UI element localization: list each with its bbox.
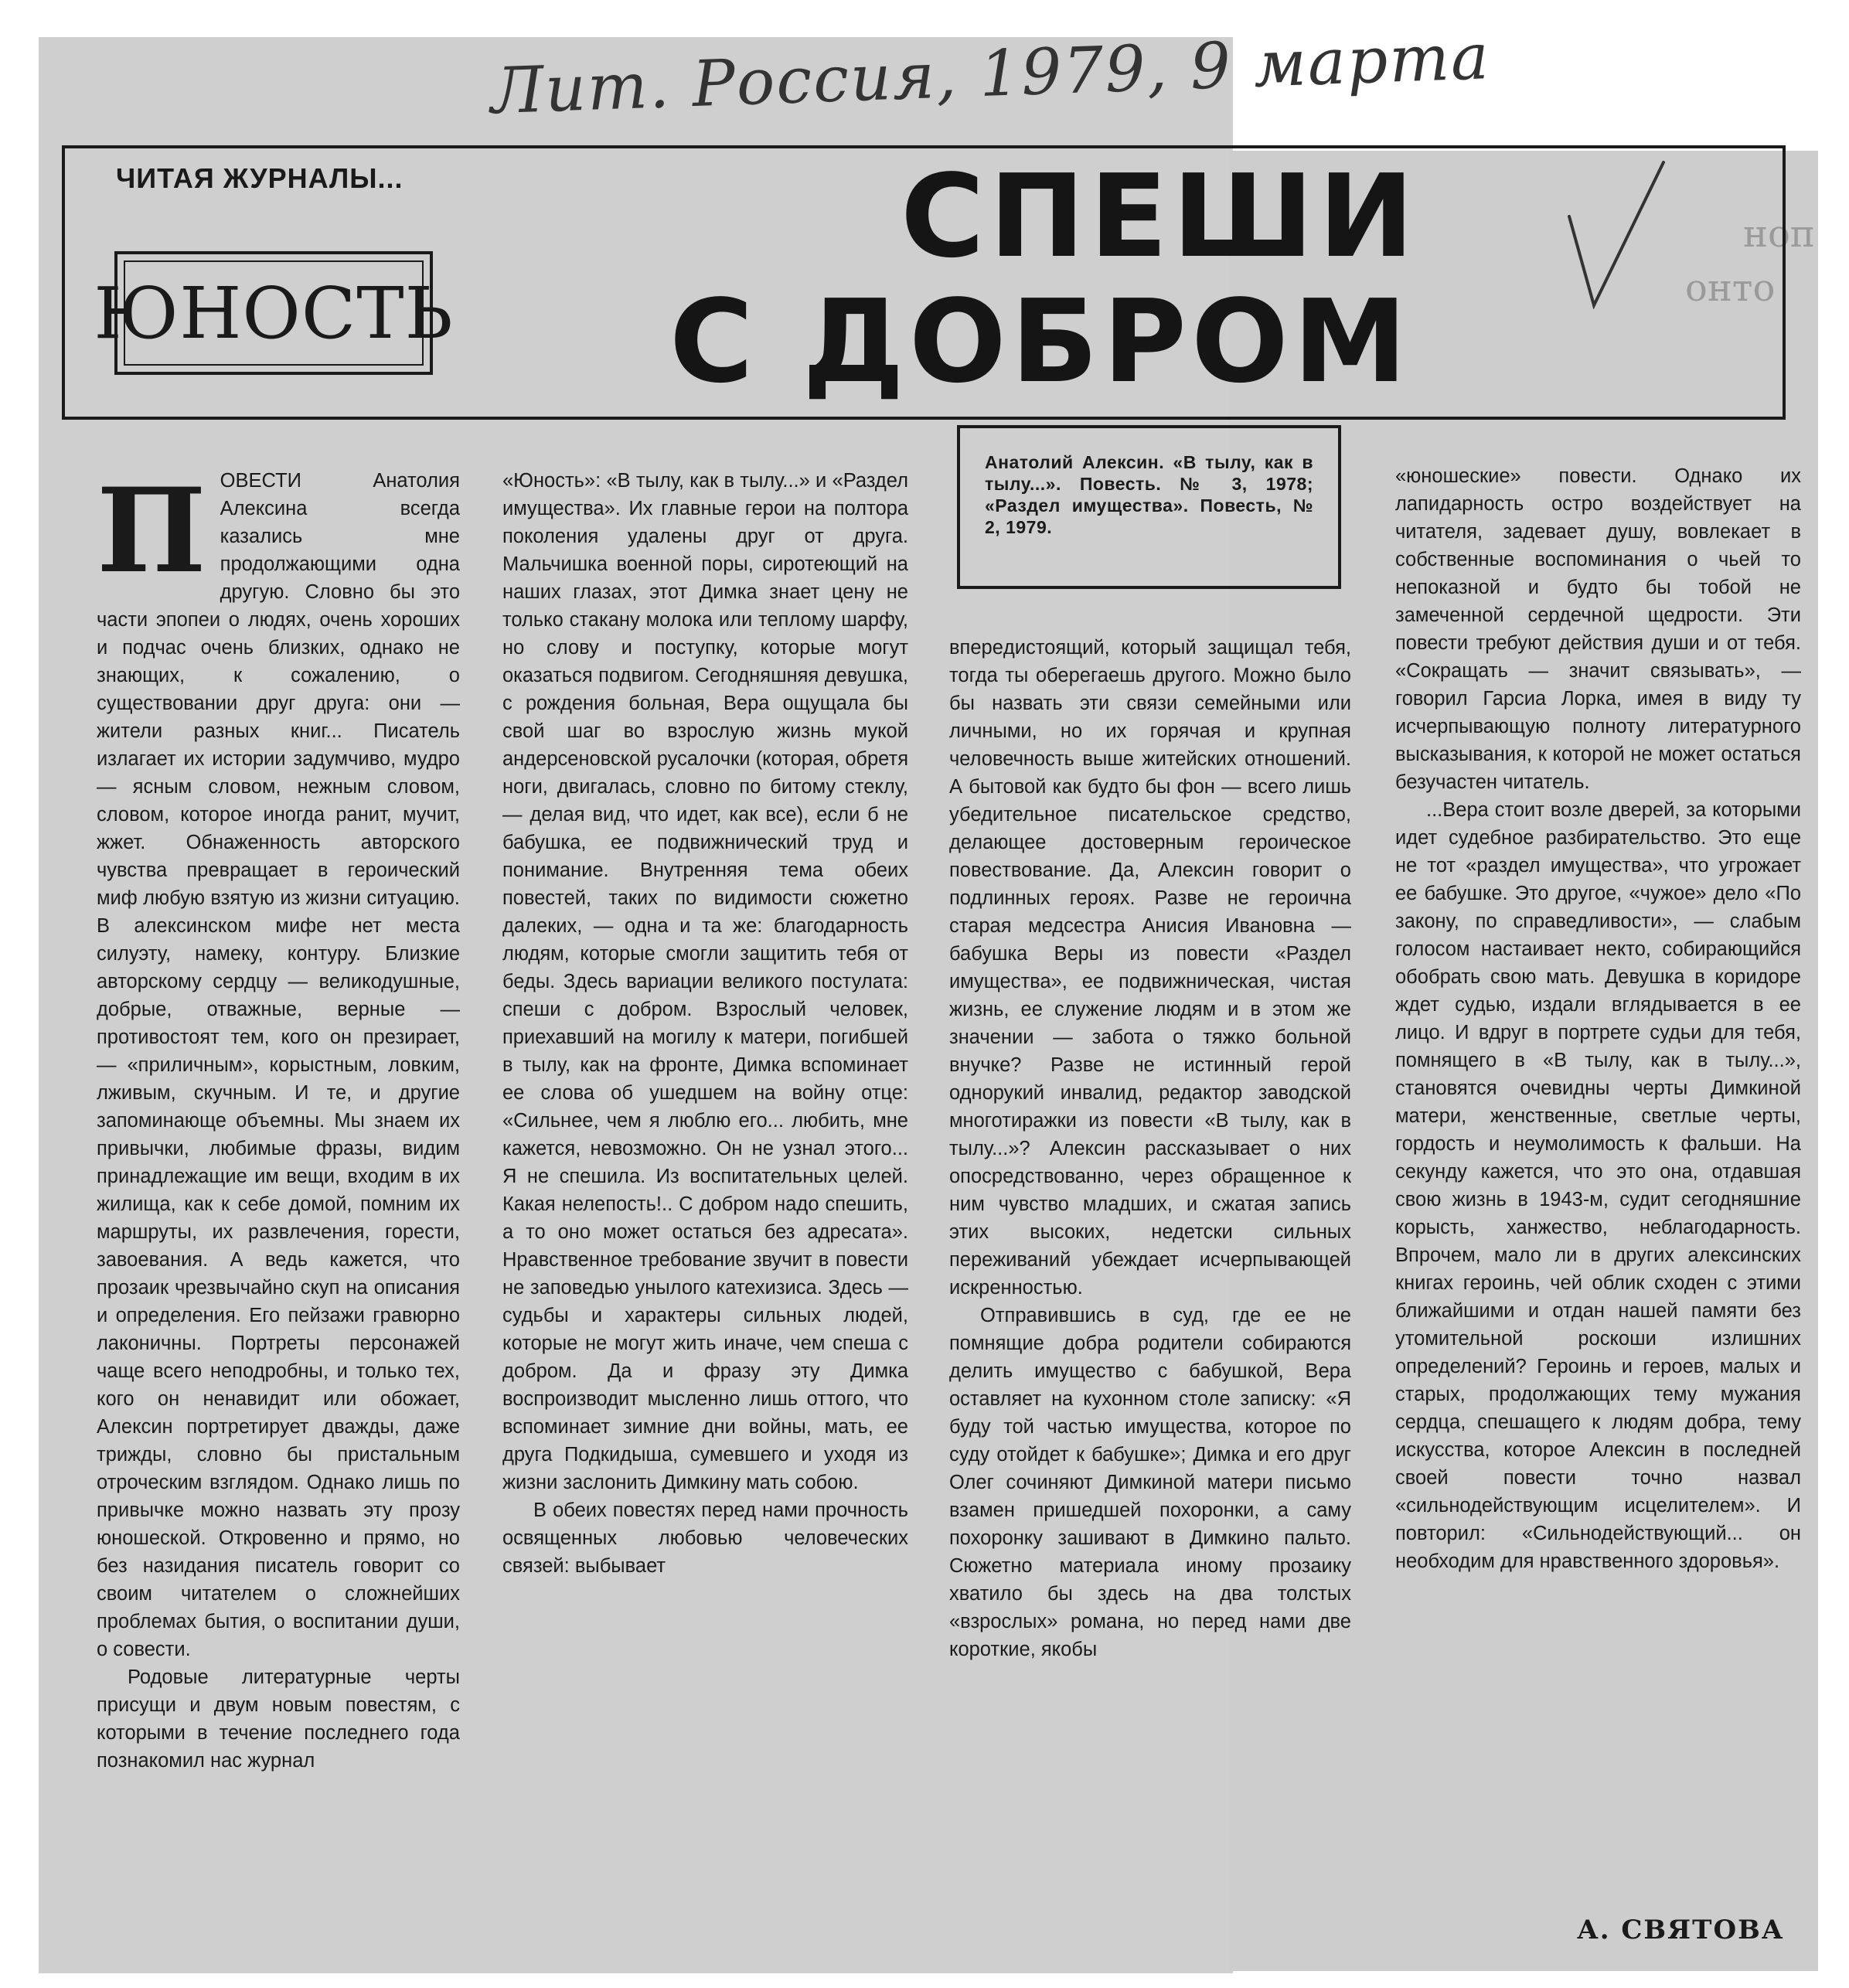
headline-line-2: С ДОБРОМ <box>669 275 1412 408</box>
reference-text: Анатолий Алексин. «В тылу, как в тылу...». Повесть. № 3, 1978; «Раздел имущества». Повесть, № 2, 1979. <box>985 452 1313 537</box>
paragraph: «юношеские» повести. Однако их лапидарность остро воздействует на читателя, задевает душу, вовлекает в собственные воспоминания о чьей то непоказной и будто бы тобой не замеченной сердечной щедрости. Эти повести требуют действия души и от тебя. «Сокращать — значит связывать», — говорил Гарсиа Лорка, имея в виду ту исчерпывающую полноту литературного высказывания, к которой не может остаться безучастен читатель. <box>1395 465 1801 793</box>
headline-line-1: СПЕШИ <box>901 150 1419 283</box>
article-column-2 <box>502 467 908 1580</box>
article-column-3 <box>949 634 1351 1663</box>
article-column-1 <box>97 463 460 1775</box>
handwritten-note: Лит. Россия, 1979, 9 марта <box>489 20 1492 129</box>
check-mark-icon <box>1561 155 1670 309</box>
paragraph: вперeдистоящий, который защищал тебя, тогда ты оберегаешь другого. Можно было бы назвать эти связи семейными или личными, но их горячая и крупная человечность выше житейских отношений. А бытовой как будто бы фон — всего лишь убедительное писательское средство, делающее достоверным героическое повествование. Да, Алексин говорит о подлинных героях. Разве не героична старая медсестра Анисия Ивановна — бабушка Веры из повести «Раздел имущества», ее подвижническая, чистая жизнь, ее служение людям и в этом же значении — забота о тяжко больной внучке? Разве не истинный герой однорукий инвалид, редактор заводской многотиражки из повести «В тылу, как в тылу...»? Алексин рассказывает о них опосредствованно, через обращенное к ним чувство младших, и сжатая запись этих высоких, недетски сильных переживаний убеждает исчерпывающей искренностью. <box>949 637 1351 1299</box>
paragraph: Родовые литературные черты присущи и двум новым повестям, с которыми в течение последнего года познакомил нас журнал <box>97 1666 460 1772</box>
journal-logo-box <box>94 251 454 375</box>
dropcap: П <box>97 463 206 599</box>
paragraph: ОВЕСТИ Анатолия Алексина всегда казались мне продолжающими одна другую. Словно бы это части эпопеи о людях, очень хороших и подчас очень близких, однако не знающих, к сожалению, о существовании друг друга: они — жители разных книг... Писатель излагает их истории задумчиво, мудро — ясным словом, нежным словом, словом, которое иногда ранит, мучит, жжет. Обнаженность авторского чувства превращает в героический миф любую взятую из жизни ситуацию. В алексинском мифе нет места силуэту, намеку, контуру. Близкие авторскому сердцу — великодушные, добрые, отважные, верные — противостоят тем, кого он презирает, — «приличным», корыстным, ловким, лживым, скучным. И те, и другие запоминающе объемны. Мы знаем их привычки, любимые фразы, видим принадлежащие им вещи, входим в их жилища, как к себе домой, помним их маршруты, их развлечения, горести, завоевания. А ведь кажется, что прозаик чрезвычайно скуп на описания и определения. Его пейзажи гравюрно лаконичны. Портреты персонажей чаще всего неподробны, и только тех, кого он ненавидит или обожает, Алексин портретирует дважды, даже трижды, словно бы пристальным отроческим взглядом. Однако лишь по привычке можно назвать эту прозу юношеской. Откровенно и прямо, но без назидания писатель говорит со своим читателем о сложнейших проблемах бытия, о воспитании души, о совести. <box>97 470 460 1660</box>
paragraph: ...Вера стоит возле дверей, за которыми идет судебное разбирательство. Это еще не тот «раздел имущества», что угрожает ее бабушке. Это другое, «чужое» дело «По закону, по справедливости», — слабым голосом настаивает некто, собирающийся обобрать свою мать. Девушка в коридоре ждет судью, издали вглядывается в ее лицо. И вдруг в портрете судьи для тебя, помнящего в «В тылу, как в тылу...», становятся очевидны черты Димкиной матери, женственные, светлые черты, гордость и неумолимость к фальши. На секунду кажется, что это она, отдавшая свою жизнь в 1943-м, судит сегодняшние корысть, ханжество, неблагодарность. Впрочем, мало ли в других алексинских книгах героинь, чей облик сходен с этими ближайшими и отдан нашей памяти без утомительной роскоши излишних определений? Героинь и героев, малых и старых, продолжающих тему мужания сердца, спешащего к людям добра, тему искусства, которое Алексин в последней своей повести точно назвал «сильнодействующим исцелителем». И повторил: «Сильнодействующий... он необходим для нравственного здоровья». <box>1395 799 1801 1572</box>
bleed-through-text: ноп <box>1743 213 1815 256</box>
paragraph: В обеих повестях перед нами прочность освященных любовью человеческих связей: выбывает <box>502 1500 908 1577</box>
rubric-label: ЧИТАЯ ЖУРНАЛЫ... <box>116 162 404 194</box>
journal-name: ЮНОСТЬ <box>94 271 454 355</box>
paragraph: Отправившись в суд, где ее не помнящие добра родители собираются делить имущество с бабушкой, Вера оставляет на кухонном столе записку: «Я буду той частью имущества, которое по суду отойдет к бабушке»; Димка и его друг Олег сочиняют Димкиной матери письмо взамен пришедшей похоронки, а саму похоронку зашивают в Димкино пальто. Сюжетно материала иному прозаику хватило бы здесь на два толстых «взрослых» романа, но перед нами две короткие, якобы <box>949 1305 1351 1660</box>
author-signature: А. СВЯТОВА <box>1577 1915 1785 1945</box>
article-column-4 <box>1395 462 1801 1575</box>
bleed-through-text: онто <box>1685 267 1776 310</box>
reference-box <box>957 425 1341 589</box>
paragraph: «Юность»: «В тылу, как в тылу...» и «Раздел имущества». Их главные герои на полтора поколения удалены друг от друга. Мальчишка военной поры, сиротеющий на наших глазах, этот Димка знает цену не только стакану молока или теплому шарфу, но слову и поступку, которые могут оказаться подвигом. Сегодняшняя девушка, с рождения больная, Вера ощущала бы свой шаг во взрослую жизнь мукой андерсеновской русалочки (которая, обретя ноги, двигалась, словно по битому стеклу, — делая вид, что идет, как все), если б не бабушка, ее подвижнический труд и понимание. Внутренняя тема обеих повестей, таких по видимости сюжетно далеких, — одна и та же: благодарность людям, которые смогли защитить тебя от беды. Здесь вариации великого постулата: спеши с добром. Взрослый человек, приехавший на могилу к матери, погибшей в тылу, как на фронте, Димка вспоминает ее слова об ушедшем на войну отце: «Сильнее, чем я люблю его... любить, мне кажется, невозможно. Он не узнал этого... Я не спешила. Из воспитательных целей. Какая нелепость!.. С добром надо спешить, а то оно может остаться без адресата». Нравственное требование звучит в повести не заповедью унылого катехизиса. Здесь — судьбы и характеры сильных людей, которые не могут жить иначе, чем спеша с добром. Да и фразу эту Димка воспроизводит мысленно лишь оттого, что вспоминает зимние дни войны, мать, ее друга Подкидыша, сумевшего и уходя из жизни заслонить Димкину мать собою. <box>502 470 908 1493</box>
